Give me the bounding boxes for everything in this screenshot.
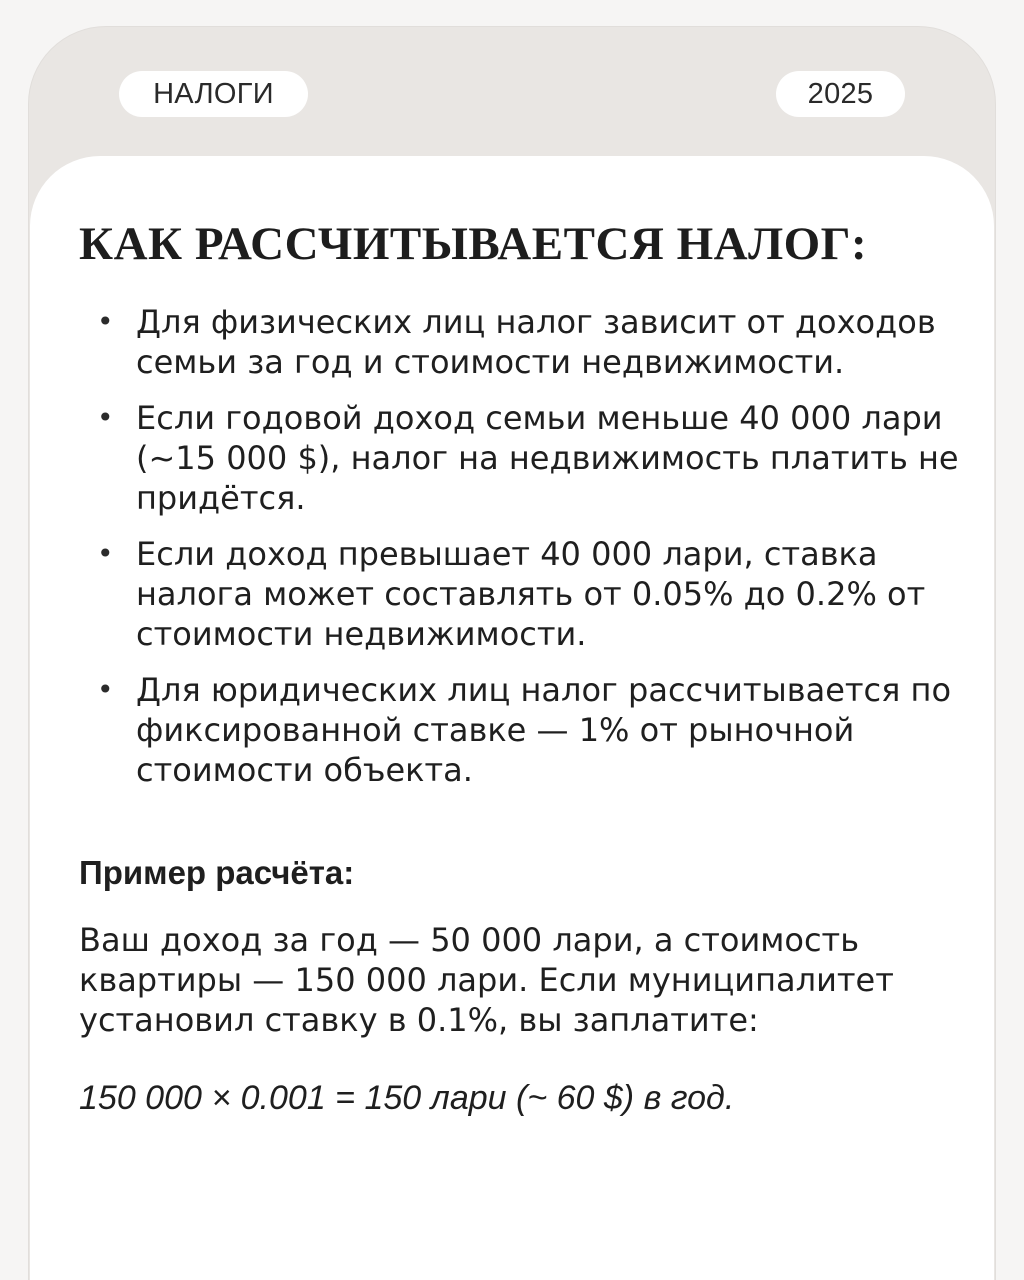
list-item-text: Если доход превышает 40 000 лари, ставка налога может составлять от 0.05% до 0.2% от стоимости недвижимости.: [136, 535, 926, 653]
example-heading: Пример расчёта:: [79, 854, 355, 891]
list-item: [79, 398, 959, 518]
list-item-text: Для физических лиц налог зависит от доходов семьи за год и стоимости недвижимости.: [136, 303, 936, 381]
list-item-text: Для юридических лиц налог рассчитывается по фиксированной ставке — 1% от рыночной стоимости объекта.: [136, 671, 952, 789]
list-item-text: Если годовой доход семьи меньше 40 000 лари (~15 000 $), налог на недвижимость платить не придётся.: [136, 399, 959, 517]
bullet-icon: •: [97, 401, 114, 434]
list-item: [79, 302, 959, 382]
bullet-icon: •: [97, 673, 114, 706]
page-title: КАК РАССЧИТЫВАЕТСЯ НАЛОГ:: [79, 218, 868, 270]
list-item: [79, 670, 959, 790]
bullet-list: [79, 302, 959, 806]
formula-text: 150 000 × 0.001 = 150 лари (~ 60 $) в год.: [79, 1079, 735, 1117]
example-text: Ваш доход за год — 50 000 лари, а стоимость квартиры — 150 000 лари. Если муниципалитет установил ставку в 0.1%, вы заплатите:: [79, 921, 894, 1039]
bullet-icon: •: [97, 305, 114, 338]
category-badge: НАЛОГИ: [119, 71, 308, 117]
bullet-icon: •: [97, 537, 114, 570]
list-item: [79, 534, 959, 654]
year-badge: 2025: [776, 71, 905, 117]
